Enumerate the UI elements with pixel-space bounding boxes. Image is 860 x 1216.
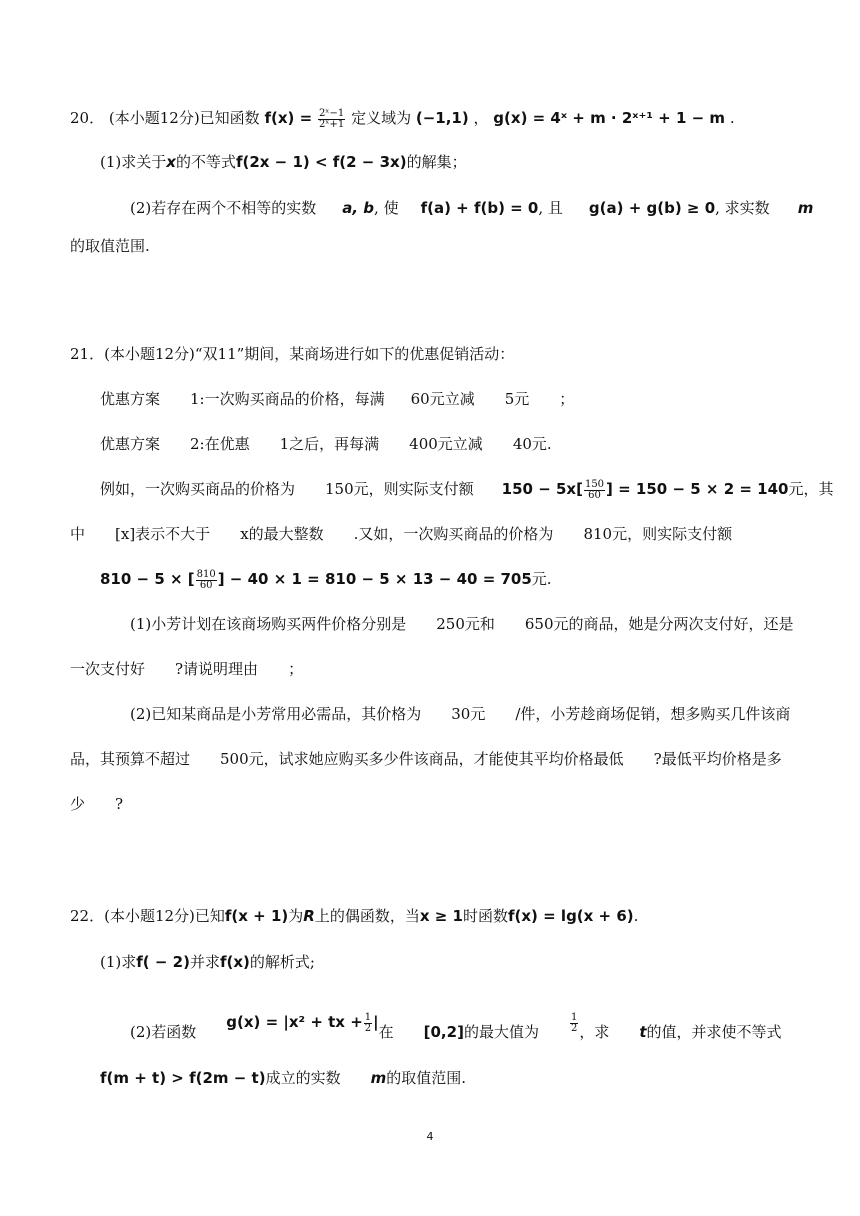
q22-part1-text: (1)求 — [100, 953, 137, 971]
q20-fx: f(x) = — [264, 109, 313, 127]
q21-example2-formula: 810 − 5 × [ — [100, 570, 195, 588]
q22-text: . — [633, 907, 639, 925]
q21-floor-text: x的最大整数 — [240, 525, 324, 543]
q21-plan2-discount: 40元. — [512, 435, 552, 453]
q21-part1-text: ； — [288, 660, 304, 678]
q21-part1-text: ?请说明理由 — [175, 660, 259, 678]
q21-plan1-discount: 5元 — [504, 390, 530, 408]
q21-part2-text: ?最低平均价格是多 — [653, 750, 782, 768]
q21-part2-text: ? — [115, 795, 124, 813]
q21-part1-text: (1)小芳计划在该商场购买两件价格分别是 — [130, 615, 407, 633]
q22-function-def: f(x) = lg(x + 6) — [508, 907, 634, 925]
q20-var-x: x — [166, 153, 176, 171]
q21-line10 — [70, 749, 782, 769]
q21-line6 — [100, 569, 552, 591]
q21-floor-text: .又如，一次购买商品的价格为 — [353, 525, 554, 543]
q20-part2-text: , 使 — [374, 199, 399, 217]
q21-text: (本小题12分)“双11”期间，某商场进行如下的优惠促销活动： — [104, 345, 515, 363]
q21-frac-den: 60 — [199, 579, 213, 591]
q22-gx: g(x) = |x² + tx + — [226, 1013, 363, 1031]
q21-example2-formula: ] − 40 × 1 = 810 − 5 × 13 − 40 = 705 — [217, 570, 532, 588]
q21-line5 — [70, 524, 732, 544]
q21-part2-text: 少 — [70, 795, 86, 813]
q22-f-minus2: f( − 2) — [136, 953, 190, 971]
q20-part2-text: , 求实数 — [715, 199, 770, 217]
q20-text: (本小题12分)已知函数 — [108, 109, 260, 127]
q21-example2-text: 元. — [531, 570, 552, 588]
q20-equation: f(a) + f(b) = 0 — [420, 199, 539, 217]
q21-example-text: 例如，一次购买商品的价格为 — [100, 480, 296, 498]
q22-fx1: f(x + 1) — [224, 907, 289, 925]
q21-part2-text: (2)已知某商品是小芳常用必需品，其价格为 — [130, 705, 422, 723]
q21-part1-text: 250元和 — [436, 615, 495, 633]
q22-condition: x ≥ 1 — [419, 907, 463, 925]
q22-part2-text: (2)若函数 — [130, 1023, 197, 1041]
q20-part1-text: 的解集； — [406, 153, 467, 171]
q21-line7 — [130, 614, 794, 634]
q22-inequality: f(m + t) > f(2m − t) — [100, 1069, 266, 1087]
q22-line3 — [130, 1011, 782, 1044]
q20-line4 — [70, 236, 150, 256]
q21-line8 — [70, 659, 303, 679]
q21-plan2-text: 2:在优惠 — [190, 435, 250, 453]
q22-frac-den: 2 — [570, 1022, 578, 1034]
q22-gx-fraction — [364, 1013, 372, 1034]
q20-fraction — [318, 109, 345, 130]
q20-frac-den: 2ˣ+1 — [318, 118, 345, 130]
q22-part2-text: 在 — [378, 1023, 394, 1041]
q20-part2-text: (2)若存在两个不相等的实数 — [130, 199, 317, 217]
q20-vars-ab: a, b — [342, 199, 375, 217]
q21-plan1-amount: 60元立减 — [410, 390, 475, 408]
q22-text: 时函数 — [462, 907, 508, 925]
q21-line11 — [70, 794, 123, 814]
q22-line1 — [70, 906, 638, 926]
q20-number: 20． — [70, 109, 105, 127]
q21-part2-text: 30元 — [451, 705, 486, 723]
q21-frac-num: 810 — [196, 568, 216, 580]
q21-part2-text: /件，小芳趁商场促销，想多购买几件该商 — [515, 705, 791, 723]
q21-plan2-label: 优惠方案 — [100, 435, 161, 453]
q22-var-t: t — [639, 1023, 647, 1041]
q20-frac-num: 2ˣ−1 — [318, 107, 345, 119]
q21-floor-text: 810元，则实际支付额 — [583, 525, 733, 543]
q21-part1-text: 650元的商品，她是分两次支付好，还是 — [524, 615, 794, 633]
q21-line3 — [100, 434, 552, 454]
q21-plan2-text2: 1之后，再每满 — [279, 435, 380, 453]
q22-part2-text: 成立的实数 — [265, 1069, 341, 1087]
q21-example-text: 元，其 — [788, 480, 834, 498]
q21-line1 — [70, 344, 514, 364]
q20-line2 — [100, 152, 467, 172]
q22-part1-text: 并求 — [189, 953, 220, 971]
q21-frac-den: 60 — [588, 489, 601, 501]
q20-var-m: m — [797, 199, 814, 217]
q21-example-formula: 150 − 5x[ — [501, 480, 583, 498]
q20-part2-text: 的取值范围. — [70, 237, 150, 255]
q21-number: 21． — [70, 345, 105, 363]
q22-line4 — [100, 1068, 466, 1088]
q22-part2-text: ，求 — [579, 1023, 610, 1041]
q22-gx: | — [373, 1013, 379, 1031]
q22-line2 — [100, 952, 315, 972]
q21-example2-fraction — [196, 570, 217, 591]
q22-set-R: R — [303, 907, 315, 925]
page-number: 4 — [426, 1130, 434, 1143]
q21-plan2-amount: 400元立减 — [409, 435, 483, 453]
q21-floor-text: 中 — [70, 525, 86, 543]
q22-interval: [0,2] — [423, 1023, 464, 1041]
q21-part2-text: 500元，试求她应购买多少件该商品，才能使其平均价格最低 — [220, 750, 624, 768]
q21-line2 — [100, 389, 574, 409]
q20-part1-text: (1)求关于 — [100, 153, 167, 171]
q20-text: ， — [473, 109, 489, 127]
q21-part2-text: 品，其预算不超过 — [70, 750, 191, 768]
q21-example-formula: ] = 150 − 5 × 2 = 140 — [606, 480, 789, 498]
q21-part1-text: 一次支付好 — [70, 660, 146, 678]
q20-part2-text: , 且 — [538, 199, 563, 217]
q22-part2-text: 的最大值为 — [463, 1023, 539, 1041]
q20-line3 — [130, 198, 813, 218]
q21-example-fraction — [584, 480, 605, 501]
q22-part2-text: 的取值范围. — [386, 1069, 466, 1087]
q22-frac-num: 1 — [364, 1011, 372, 1023]
q21-line4 — [100, 479, 833, 501]
q22-max-fraction — [570, 1013, 578, 1034]
q20-domain: (−1,1) — [415, 109, 469, 127]
q22-var-m: m — [370, 1069, 387, 1087]
q20-part1-text: 的不等式 — [175, 153, 236, 171]
q20-text: 定义域为 — [351, 109, 412, 127]
q22-part1-text: 的解析式; — [249, 953, 315, 971]
q21-frac-num: 150 — [584, 478, 605, 490]
q20-text: . — [729, 109, 735, 127]
q22-part2-text: 的值，并求使不等式 — [646, 1023, 782, 1041]
q22-number: 22． — [70, 907, 105, 925]
q21-plan1-text: 1:一次购买商品的价格，每满 — [190, 390, 385, 408]
q22-text: 上的偶函数，当 — [314, 907, 420, 925]
q22-text: (本小题12分)已知 — [104, 907, 225, 925]
q20-g-inequality: g(a) + g(b) ≥ 0 — [588, 199, 716, 217]
q20-gx: g(x) = 4ˣ + m · 2ˣ⁺¹ + 1 − m — [493, 109, 726, 127]
q22-text: 为 — [288, 907, 304, 925]
q22-frac-den: 2 — [364, 1022, 372, 1034]
q22-fx: f(x) — [219, 953, 250, 971]
q21-example-text: 150元，则实际支付额 — [325, 480, 474, 498]
q21-line9 — [130, 704, 790, 724]
q20-inequality: f(2x − 1) < f(2 − 3x) — [235, 153, 407, 171]
q20-line1 — [70, 108, 735, 130]
q21-plan1-label: 优惠方案 — [100, 390, 161, 408]
q22-frac-num: 1 — [570, 1011, 578, 1023]
q21-plan1-end: ； — [559, 390, 575, 408]
q21-floor-text: [x]表示不大于 — [115, 525, 211, 543]
